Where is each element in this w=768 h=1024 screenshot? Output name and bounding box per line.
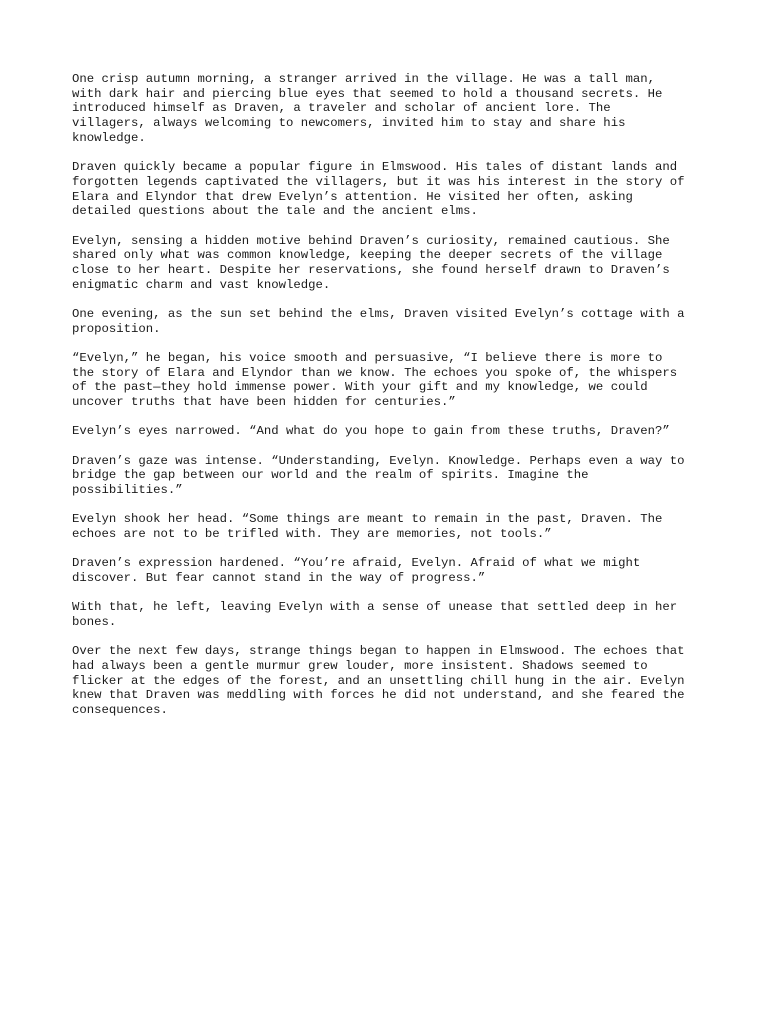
paragraph: With that, he left, leaving Evelyn with a sense of unease that settled deep in her bones. xyxy=(72,600,678,630)
paragraph: One evening, as the sun set behind the elms, Draven visited Evelyn’s cottage with a proposition. xyxy=(72,306,685,336)
paragraph: Evelyn shook her head. “Some things are meant to remain in the past, Draven. The echoes are not to be trifled with. They are memories, not tools.” xyxy=(72,512,663,542)
paragraph: Evelyn’s eyes narrowed. “And what do you hope to gain from these truths, Draven?” xyxy=(72,424,670,439)
paragraph: Draven quickly became a popular figure in Elmswood. His tales of distant lands and forgotten legends captivated the villagers, but it was his interest in the story of Elara and Elyndor that drew Evelyn’s attention. He visited her often, asking detailed questions about the tale and the ancient elms. xyxy=(72,160,685,219)
paragraph: Over the next few days, strange things began to happen in Elmswood. The echoes that had always been a gentle murmur grew louder, more insistent. Shadows seemed to flicker at the edges of the forest, and an unsettling chill hung in the air. Evelyn knew that Draven was meddling with forces he did not understand, and she feared the consequences. xyxy=(72,644,685,718)
paragraph: “Evelyn,” he began, his voice smooth and persuasive, “I believe there is more to the story of Elara and Elyndor than we know. The echoes you spoke of, the whispers of the past—they hold immense power. With your gift and my knowledge, we could uncover truths that have been hidden for centuries.” xyxy=(72,350,678,410)
document-page xyxy=(72,72,702,732)
paragraph: Evelyn, sensing a hidden motive behind Draven’s curiosity, remained cautious. She shared only what was common knowledge, keeping the deeper secrets of the village close to her heart. Despite her reservations, she found herself drawn to Draven’s enigmatic charm and vast knowledge. xyxy=(72,233,670,292)
paragraph: One crisp autumn morning, a stranger arrived in the village. He was a tall man, with dark hair and piercing blue eyes that seemed to hold a thousand secrets. He introduced himself as Draven, a traveler and scholar of ancient lore. The villagers, always welcoming to newcomers, invited him to stay and share his knowledge. xyxy=(72,72,663,145)
paragraph: Draven’s gaze was intense. “Understanding, Evelyn. Knowledge. Perhaps even a way to bridge the gap between our world and the realm of spirits. Imagine the possibilities.” xyxy=(72,453,685,498)
paragraph: Draven’s expression hardened. “You’re afraid, Evelyn. Afraid of what we might discover. But fear cannot stand in the way of progress.” xyxy=(72,556,641,586)
